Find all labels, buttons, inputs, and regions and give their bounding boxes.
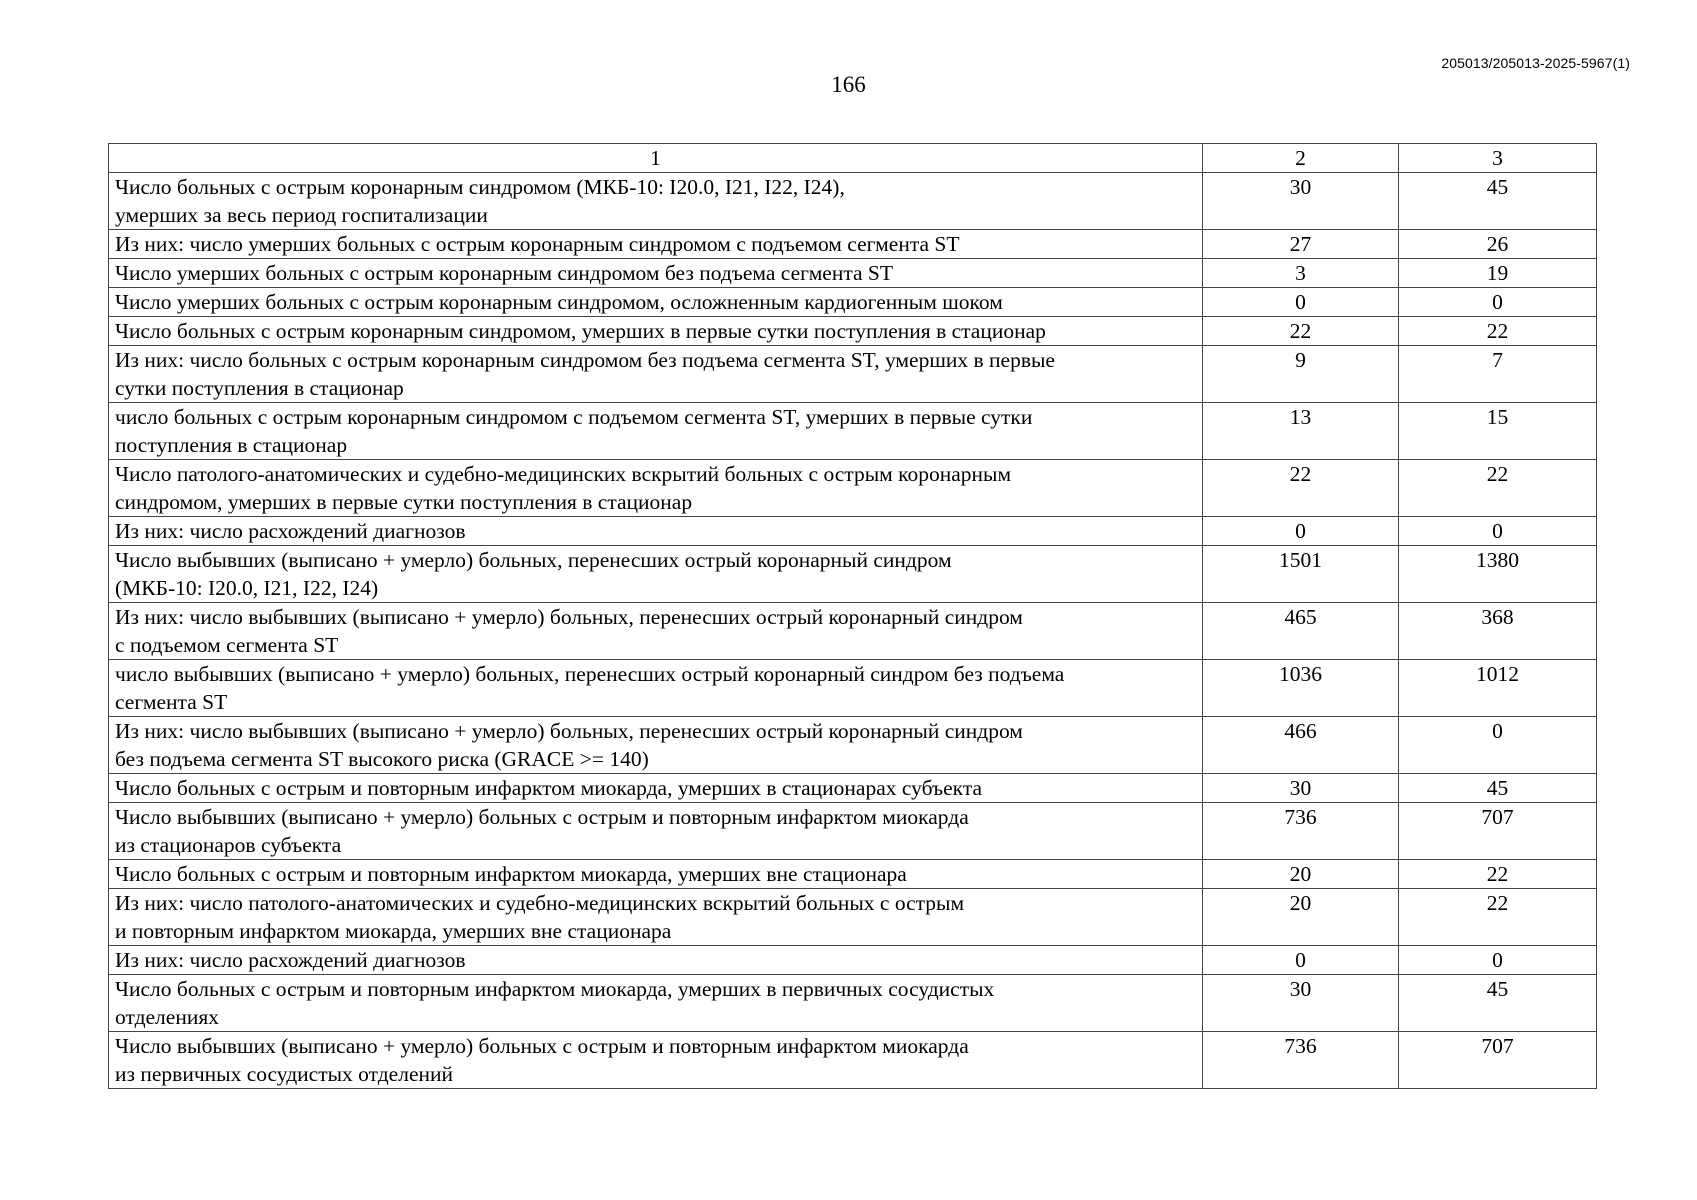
description-line: число больных с острым коронарным синдромом с подъемом сегмента ST, умерших в первые сутки: [115, 405, 1033, 429]
value-col-2: 30: [1203, 774, 1399, 803]
page-number: 166: [831, 72, 866, 97]
value-col-2: 465: [1203, 603, 1399, 660]
description-line: Число больных с острым и повторным инфарктом миокарда, умерших в первичных сосудистых: [115, 977, 995, 1001]
value-col-3: 1380: [1399, 546, 1597, 603]
description-line: из первичных сосудистых отделений: [115, 1062, 454, 1086]
description-line: и повторным инфарктом миокарда, умерших вне стационара: [115, 919, 672, 943]
description-line: число выбывших (выписано + умерло) больных, перенесших острый коронарный синдром без подъема: [115, 662, 1065, 686]
row-description: [109, 860, 1203, 889]
description-line: Число выбывших (выписано + умерло) больных с острым и повторным инфарктом миокарда: [115, 805, 969, 829]
description-line: Из них: число больных с острым коронарным синдромом без подъема сегмента ST, умерших в первые: [115, 348, 1055, 372]
row-description: [109, 660, 1203, 717]
value-col-3: 0: [1399, 717, 1597, 774]
table-row: [109, 774, 1597, 803]
column-header-1: 1: [109, 144, 1203, 173]
description-line: Из них: число выбывших (выписано + умерло) больных, перенесших острый коронарный синдром: [115, 719, 1023, 743]
description-line: Из них: число патолого-анатомических и судебно-медицинских вскрытий больных с острым: [115, 891, 965, 915]
table-row: [109, 317, 1597, 346]
description-line: без подъема сегмента ST высокого риска (GRACE >= 140): [115, 747, 649, 771]
table-body: [109, 144, 1597, 1089]
value-col-2: 736: [1203, 1032, 1399, 1089]
description-line: Число больных с острым коронарным синдромом, умерших в первые сутки поступления в стационар: [115, 319, 1046, 343]
value-col-3: 7: [1399, 346, 1597, 403]
row-description: [109, 173, 1203, 230]
row-description: [109, 460, 1203, 517]
description-line: Из них: число умерших больных с острым коронарным синдромом с подъемом сегмента ST: [115, 232, 960, 256]
column-header-2: 2: [1203, 144, 1399, 173]
row-description: [109, 317, 1203, 346]
value-col-3: 22: [1399, 460, 1597, 517]
row-description: [109, 546, 1203, 603]
description-line: Из них: число выбывших (выписано + умерло) больных, перенесших острый коронарный синдром: [115, 605, 1023, 629]
table-row: [109, 1032, 1597, 1089]
value-col-2: 1036: [1203, 660, 1399, 717]
description-line: Из них: число расхождений диагнозов: [115, 948, 466, 972]
row-description: [109, 946, 1203, 975]
value-col-3: 45: [1399, 975, 1597, 1032]
description-line: Из них: число расхождений диагнозов: [115, 519, 466, 543]
description-line: синдромом, умерших в первые сутки поступления в стационар: [115, 490, 693, 514]
value-col-2: 13: [1203, 403, 1399, 460]
value-col-3: 19: [1399, 259, 1597, 288]
description-line: отделениях: [115, 1005, 219, 1029]
value-col-3: 22: [1399, 317, 1597, 346]
description-line: Число больных с острым и повторным инфарктом миокарда, умерших вне стационара: [115, 862, 907, 886]
row-description: [109, 346, 1203, 403]
description-line: сутки поступления в стационар: [115, 376, 404, 400]
table-row: [109, 403, 1597, 460]
description-line: Число больных с острым и повторным инфарктом миокарда, умерших в стационарах субъекта: [115, 776, 983, 800]
value-col-2: 3: [1203, 259, 1399, 288]
table-row: [109, 975, 1597, 1032]
row-description: [109, 774, 1203, 803]
row-description: [109, 803, 1203, 860]
row-description: [109, 288, 1203, 317]
table-row: [109, 546, 1597, 603]
table-row: [109, 173, 1597, 230]
row-description: [109, 230, 1203, 259]
value-col-2: 0: [1203, 288, 1399, 317]
row-description: [109, 517, 1203, 546]
value-col-3: 26: [1399, 230, 1597, 259]
value-col-2: 466: [1203, 717, 1399, 774]
value-col-2: 22: [1203, 460, 1399, 517]
value-col-2: 30: [1203, 975, 1399, 1032]
description-line: Число выбывших (выписано + умерло) больных, перенесших острый коронарный синдром: [115, 548, 952, 572]
table-row: [109, 460, 1597, 517]
value-col-2: 30: [1203, 173, 1399, 230]
description-line: из стационаров субъекта: [115, 833, 342, 857]
description-line: с подъемом сегмента ST: [115, 633, 339, 657]
column-header-3: 3: [1399, 144, 1597, 173]
value-col-3: 45: [1399, 774, 1597, 803]
table-row: [109, 517, 1597, 546]
description-line: Число умерших больных с острым коронарным синдромом без подъема сегмента ST: [115, 261, 894, 285]
value-col-2: 20: [1203, 860, 1399, 889]
table-row: [109, 288, 1597, 317]
table-row: [109, 946, 1597, 975]
description-line: Число больных с острым коронарным синдромом (МКБ-10: I20.0, I21, I22, I24),: [115, 175, 845, 199]
row-description: [109, 975, 1203, 1032]
row-description: [109, 1032, 1203, 1089]
table-row: [109, 660, 1597, 717]
table-row: [109, 346, 1597, 403]
value-col-3: 707: [1399, 1032, 1597, 1089]
value-col-2: 1501: [1203, 546, 1399, 603]
row-description: [109, 259, 1203, 288]
table-row: [109, 603, 1597, 660]
value-col-3: 22: [1399, 860, 1597, 889]
row-description: [109, 889, 1203, 946]
value-col-3: 368: [1399, 603, 1597, 660]
description-line: поступления в стационар: [115, 433, 348, 457]
description-line: Число умерших больных с острым коронарным синдромом, осложненным кардиогенным шоком: [115, 290, 1003, 314]
value-col-2: 20: [1203, 889, 1399, 946]
document-id: 205013/205013-2025-5967(1): [1441, 55, 1630, 71]
description-line: (МКБ-10: I20.0, I21, I22, I24): [115, 576, 379, 600]
description-line: умерших за весь период госпитализации: [115, 203, 488, 227]
row-description: [109, 403, 1203, 460]
value-col-2: 22: [1203, 317, 1399, 346]
value-col-3: 0: [1399, 517, 1597, 546]
table-row: [109, 889, 1597, 946]
table-row: [109, 259, 1597, 288]
value-col-2: 9: [1203, 346, 1399, 403]
description-line: Число патолого-анатомических и судебно-медицинских вскрытий больных с острым коронарным: [115, 462, 1012, 486]
value-col-3: 0: [1399, 946, 1597, 975]
description-line: сегмента ST: [115, 690, 228, 714]
value-col-3: 45: [1399, 173, 1597, 230]
row-description: [109, 603, 1203, 660]
table-header-row: [109, 144, 1597, 173]
table-row: [109, 860, 1597, 889]
value-col-3: 707: [1399, 803, 1597, 860]
value-col-2: 736: [1203, 803, 1399, 860]
value-col-2: 0: [1203, 517, 1399, 546]
value-col-3: 0: [1399, 288, 1597, 317]
value-col-2: 0: [1203, 946, 1399, 975]
value-col-3: 15: [1399, 403, 1597, 460]
value-col-2: 27: [1203, 230, 1399, 259]
table-row: [109, 717, 1597, 774]
row-description: [109, 717, 1203, 774]
value-col-3: 22: [1399, 889, 1597, 946]
description-line: Число выбывших (выписано + умерло) больных с острым и повторным инфарктом миокарда: [115, 1034, 969, 1058]
table-row: [109, 803, 1597, 860]
statistics-table: [108, 143, 1597, 1089]
value-col-3: 1012: [1399, 660, 1597, 717]
table-row: [109, 230, 1597, 259]
